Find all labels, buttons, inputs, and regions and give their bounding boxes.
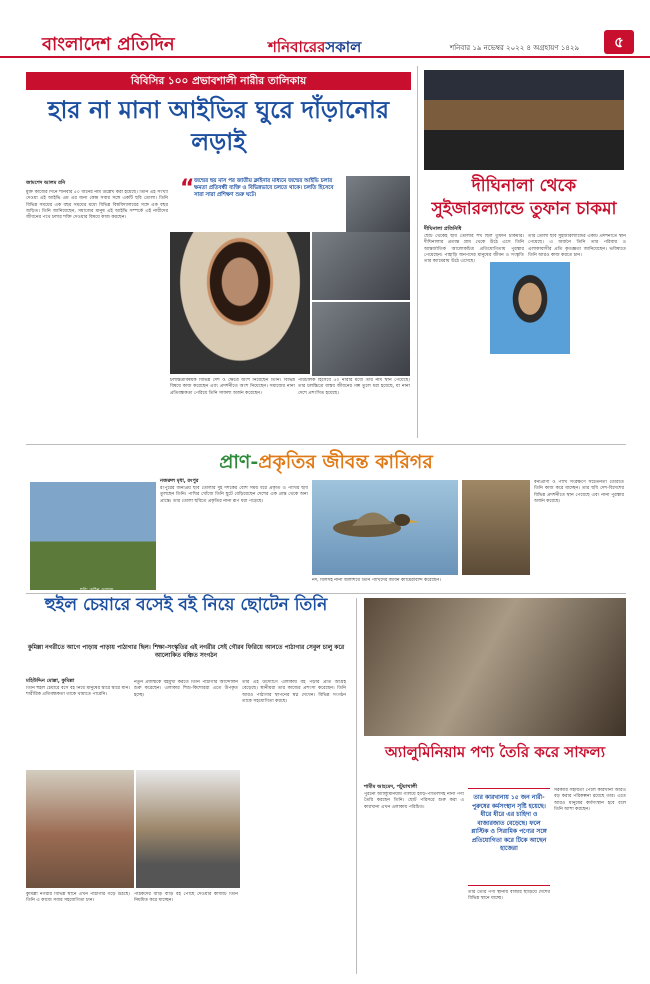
story4-photo-1 [26,770,134,888]
story2-portrait-photo [490,262,570,354]
story4-headline: হুইল চেয়ারে বসেই বই নিয়ে ছোটেন তিনি [44,595,328,615]
story3-column-3: বন্যপ্রাণী ও পাখি সংরক্ষণে সচেতনতা তৈরিতে তিনি কাজ করে যাচ্ছেন। তার ছবি দেশ-বিদেশের বিভিন্ন প্রদর্শনীতে স্থান পেয়েছে এবং নানা পুরস্কার অর্জন করেছে। [534,480,624,504]
page-number: ৫ [604,30,634,54]
story1-headline: হার না মানা আইভির ঘুরে দাঁড়ানোর লড়াই [47,95,390,156]
story4-byline: মহিউদ্দিন মোল্লা, কুমিল্লা [26,678,75,684]
story4-column-2: নতুন প্রজন্মকে বইমুখী করতে তিনি পাঠাগার আন্দোলন শুরু করেছেন। এলাকার শিশু-কিশোররা এতে উপকৃত হচ্ছে। [134,680,238,698]
story4-photo-2 [136,770,240,888]
section-logo-b: সকাল [325,38,362,56]
story3-bird-photo-2 [462,480,530,575]
story1-photo-poster [346,176,410,234]
story2-headline: দীঘিনালা থেকে সুইজারল্যান্ডে তুফান চাকমা [431,176,617,219]
story4-column-5: পাঠকদের বাড়ি বাড়ি বই পৌঁছে দেওয়ার কাজটি তিনি নিয়মিত করে যাচ্ছেন। [134,892,238,904]
quote-mark-icon: “ [180,176,195,201]
story2-group-photo [424,70,624,170]
story1-column-2: চলচ্চিত্রবিষয়ক বিভিন্ন দেশ ও ক্ষেত্রে অংশ নিয়েছেন তিনি। বিভিন্ন বিষয়ে কাজ করেছেন এবং প্রদর্শনীতে অংশ নিয়েছেন। সমাজের নানা প্রতিবন্ধকতা পেরিয়ে তিনি সাফল্য অর্জন করেছেন। [170,378,295,396]
story3-byline: নজরুল মৃধা, রংপুর [160,478,199,484]
story1-column-3: পরিচালক হিসেবে ৫০ নারীর মধ্যে তার নাম স্থান পেয়েছে। তার চলচ্চিত্রে বাস্তব জীবনের গল্প তুলে ধরা হয়েছে, যা নানা দেশে প্রশংসিত হয়েছে। [298,378,410,396]
story5-workshop-photo [364,598,626,736]
story2-column-1: ছোট থেকেই ছবি তোলার শখ ছিল তুফান চাকমার। দীঘিনালার প্রত্যন্ত গ্রাম থেকে উঠে এসে তিনি আন্তর্জাতিক আলোকচিত্র প্রতিযোগিতায় পুরস্কার পেয়েছেন। পাহাড়ি জনপদের মানুষের জীবন ও সংস্কৃতি তার ক্যামেরায় উঠে এসেছে। [424,234,524,265]
story4-column-3: তার এই উদ্যোগে এলাকায় বই পড়ার প্রতি আগ্রহ বেড়েছে। স্থানীয়রা তার কাজের প্রশংসা করেছেন। তিনি আরও পাঠাগার স্থাপনের স্বপ্ন দেখেন। বিভিন্ন সংগঠন তাকে সহযোগিতা করছে। [242,680,346,704]
story5-byline: শামীম আহমেদ, পটুয়াখালী [364,784,418,790]
story1-pullquote: জন্মের ছয় মাস পর জাতীয় ক্লাইনার মাধ্যমে জন্মের আইভি চলার ক্ষমতা প্রতিবন্ধী ব্যক্তি ও বিভিন্নভাবে চলতে থাকে। চলতি হিসেবে সারা সারা প্রশিক্ষণ শুরু ঘটে। [194,178,334,198]
story1-column-1: মুক্ত কাজের দিনে শনিবার ৫০ জনের নাম উল্লেখ করা হয়েছে। তিনি এই সংখ্যা দেওয়া এই আইভি এম এর জন্য কেন্দ্র সবার সঙ্গে একটি ছবি তোলা। তিনি বিভিন্ন সময়ের এক বছর সময়ের মধ্যে বিভিন্ন বিশ্ববিদ্যালয়ের সঙ্গে এক বছর জড়িত। তিনি জানিয়েছেন, সমাজের মানুষ এই আইভি সম্পর্কে এই নারীদের জীবনের পথে চলার শক্তি দেওয়ার বিষয়ে কাজ করছেন। [26,190,168,221]
story4-column-4: কুমিল্লা নগরীর বিভিন্ন স্থানে এখন পাঠাগার গড়ে উঠছে। তিনি এ কাজে সবার সহযোগিতা চান। [26,892,130,904]
story4-column-1: তিনি হুইল চেয়ারে বসে বই নিয়ে মানুষের দ্বারে দ্বারে যান। শারীরিক প্রতিবন্ধকতা তাকে থামাতে পারেনি। [26,686,130,698]
column-divider [356,598,357,974]
story2-column-2: তার তোলা ছবি সুইজারল্যান্ডের একটি প্রদর্শনীতে স্থান পেয়েছে। এ অর্জনে তিনি তার পরিবার ও এলাকাবাসীর প্রতি কৃতজ্ঞতা জানিয়েছেন। ভবিষ্যতে তিনি আরও কাজ করতে চান। [528,234,626,258]
story1-kicker: বিবিসির ১০০ প্রভাবশালী নারীর তালিকায় [26,72,411,90]
story3-headline-a: প্রাণ- [219,451,259,473]
story1-portrait-photo [170,232,310,374]
section-logo [268,36,361,61]
story2-byline: দীঘিনালা প্রতিনিধি [424,226,462,232]
story3-bird-photo-1 [312,480,458,575]
story1-photo-group [312,302,410,376]
story3-photographer-photo [30,482,156,590]
story5-column-2: তার তৈরি পণ্য স্থানীয় বাজার ছাড়িয়ে দেশের বিভিন্ন স্থানে যাচ্ছে। [468,890,550,902]
section-logo-a: শনিবারের [268,38,326,56]
story4-intro: কুমিল্লা নগরীতে আগে পাড়ায় পাড়ায় পাঠাগার ছিল। শিক্ষা-সংস্কৃতির এই নগরীর সেই গৌরব ফিরিয়ে আনতে পাঠাগার সেবুল চালু করে আলোকিত বঞ্চিত সংগঠন [27,644,345,659]
bird-icon [312,480,458,575]
story1-byline: জামশেদ আলম রনি [26,180,66,186]
story3-column-1: রংপুরের জনপ্রিয় ছবি তোলার দুই দশকের বেশি সময় ধরে প্রকৃতি ও পাখির ছবি তুলছেন তিনি। পাখির খোঁজে তিনি ছুটে বেড়িয়েছেন দেশের এক প্রান্ত থেকে অন্য প্রান্তে। তার তোলা ছবিতে প্রকৃতির নানা রূপ ধরা পড়েছে। [160,486,308,504]
story5-headline: অ্যালুমিনিয়াম পণ্য তৈরি করে সাফল্য [384,743,606,761]
story3-photo-caption: ছবি: তুহিন ওয়াদুদ [80,588,114,593]
story5-column-3: সরকারি সহায়তা পেলে কারখানা আরও বড় করার পরিকল্পনা রয়েছে তার। এতে আরও মানুষের কর্মসংস্থান হবে বলে তিনি আশা করছেন। [554,788,626,812]
story5-highlight: তার কারখানায় ১৫ জন নারী-পুরুষের কর্মসংস্থান সৃষ্টি হয়েছে। ধীরে ধীরে এর চাহিদা ও বাজারজাত বেড়েছে। ফলে প্লাস্টিক ও সিরামিক পণ্যের সঙ্গে প্রতিযোগিতা করে টিকে আছেন হাজেরা [471,794,547,852]
story3-headline-b: প্রকৃতির জীবন্ত কারিগর [258,451,433,473]
story5-column-1: পুরনো অ্যালুমিনিয়াম গলিয়ে হাঁড়ি-পাতিলসহ নানা পণ্য তৈরি করছেন তিনি। ছোট পরিসরে শুরু করা এ কারখানা এখন এলাকায় পরিচিত। [364,792,464,810]
paper-logo: বাংলাদেশ প্রতিদিন [42,34,175,55]
story3-column-2: নদ, বিলসহ নানা জলাশয়ে তিনি পাখিদের জীবন ক্যামেরাবন্দি করেছেন। [312,578,441,583]
story3-headline [26,450,626,474]
column-divider [417,66,418,438]
date-line: শনিবার ১৯ নভেম্বর ২০২২ ৪ অগ্রহায়ণ ১৪২৯ [450,44,580,52]
story1-photo-camera [312,232,410,300]
